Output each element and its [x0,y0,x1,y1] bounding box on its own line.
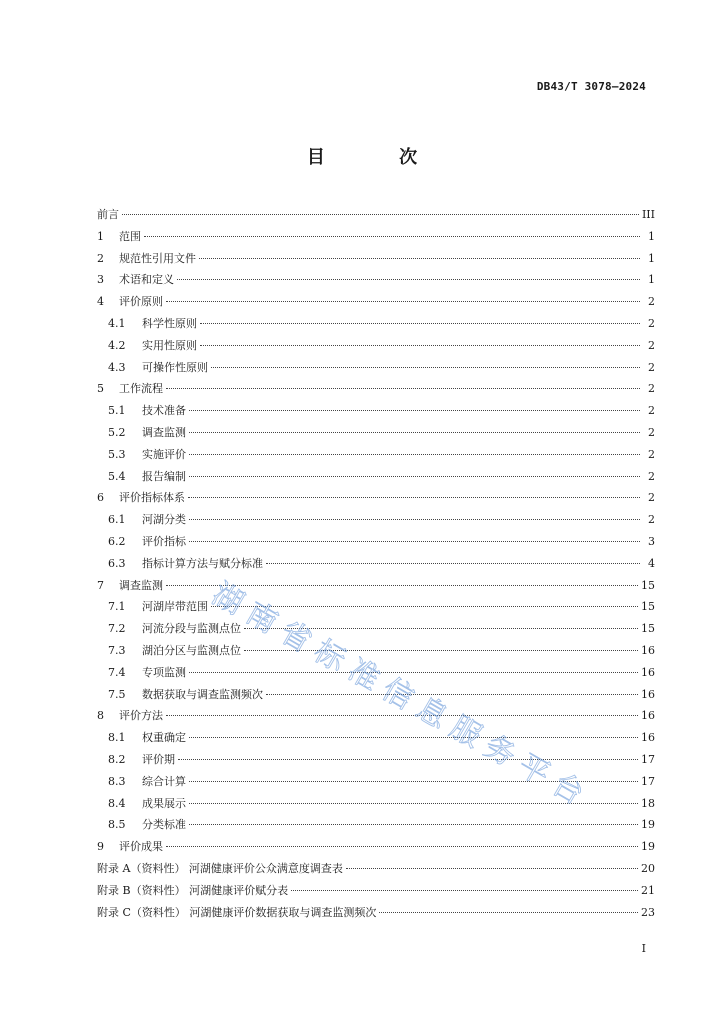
toc-entry[interactable] [97,291,655,313]
toc-entry[interactable] [97,684,655,706]
toc-entry-label: 数据获取与调查监测频次 [142,687,263,701]
toc-entry-page: 3 [648,534,655,548]
table-of-contents [97,204,655,923]
toc-entry[interactable] [97,902,655,924]
toc-leader-dots [211,606,638,607]
toc-entry-page: 21 [641,883,655,897]
watermark-glyph: 南 [240,595,284,641]
toc-entry-page: 17 [641,774,655,788]
toc-entry-page: 2 [648,513,655,527]
toc-leader-dots [189,454,640,455]
toc-entry-number: 6.2 [108,534,126,548]
toc-entry-number: 4.1 [108,316,126,330]
toc-entry-number: 7.2 [108,622,126,636]
toc-entry[interactable] [97,509,655,531]
toc-leader-dots [189,737,638,738]
toc-entry-page: 17 [641,752,655,766]
toc-entry-label: 报告编制 [142,469,186,483]
toc-entry-label: 范围 [119,229,141,243]
toc-entry[interactable] [97,422,655,444]
watermark-glyph: 准 [342,652,386,698]
toc-entry-label: 综合计算 [142,774,186,788]
toc-entry-number: 7.4 [108,665,126,679]
toc-entry-label: 河湖岸带范围 [142,600,208,614]
toc-entry-label: 调查监测 [119,578,163,592]
toc-entry-label: 成果展示 [142,796,186,810]
toc-entry-label: 调查监测 [142,425,186,439]
toc-entry[interactable] [97,204,655,226]
toc-leader-dots [122,214,639,215]
toc-entry-page: 20 [641,861,655,875]
toc-entry-page: 2 [648,425,655,439]
toc-leader-dots [266,563,640,564]
toc-entry-label: 术语和定义 [119,273,174,287]
toc-entry[interactable] [97,596,655,618]
toc-entry[interactable] [97,640,655,662]
toc-leader-dots [189,824,638,825]
toc-entry-page: 2 [648,360,655,374]
toc-entry-page: 1 [648,251,655,265]
watermark-glyph: 息 [410,690,454,736]
toc-entry[interactable] [97,618,655,640]
toc-entry[interactable] [97,248,655,270]
toc-leader-dots [189,672,638,673]
toc-leader-dots [177,279,640,280]
toc-entry-page: 16 [641,643,655,657]
toc-entry-label: 湖泊分区与监测点位 [142,643,241,657]
toc-leader-dots [199,258,640,259]
toc-entry-page: 2 [648,447,655,461]
toc-entry-label: 评价指标体系 [119,491,185,505]
toc-entry-number: 6 [97,491,104,505]
toc-entry[interactable] [97,858,655,880]
toc-entry-label: 分类标准 [142,818,186,832]
toc-leader-dots [189,803,638,804]
toc-entry-label: 实施评价 [142,447,186,461]
toc-entry-number: 6.1 [108,513,126,527]
toc-entry-number: 1 [97,229,104,243]
toc-leader-dots [200,345,640,346]
toc-leader-dots [189,541,640,542]
toc-entry-label: 河湖分类 [142,513,186,527]
standard-code: DB43/T 3078—2024 [536,80,646,93]
toc-entry-page: 1 [648,229,655,243]
toc-entry[interactable] [97,553,655,575]
toc-entry-label: 评价期 [142,752,175,766]
toc-entry[interactable] [97,836,655,858]
toc-entry[interactable] [97,444,655,466]
toc-entry-page: 15 [641,622,655,636]
toc-entry[interactable] [97,269,655,291]
toc-leader-dots [178,759,638,760]
toc-entry-label: 实用性原则 [142,338,197,352]
toc-entry-number: 8 [97,709,104,723]
toc-entry-label: 权重确定 [142,731,186,745]
toc-leader-dots [291,890,638,891]
toc-entry-page: III [641,208,655,221]
toc-leader-dots [166,585,638,586]
toc-entry[interactable] [97,662,655,684]
toc-entry-page: 2 [648,316,655,330]
toc-entry[interactable] [97,400,655,422]
toc-entry[interactable] [97,466,655,488]
toc-leader-dots [166,301,640,302]
toc-entry-label: 河流分段与监测点位 [142,622,241,636]
toc-entry-label: 前言 [97,208,119,221]
toc-entry-page: 23 [641,905,655,919]
toc-entry-page: 2 [648,338,655,352]
toc-entry-page: 18 [641,796,655,810]
toc-entry-label: 评价方法 [119,709,163,723]
toc-entry-label: 评价成果 [119,840,163,854]
toc-entry-page: 2 [648,491,655,505]
toc-entry-number: 4.2 [108,338,126,352]
toc-entry[interactable] [97,313,655,335]
watermark-glyph: 台 [546,766,590,812]
watermark-glyph: 平 [512,747,556,793]
toc-entry-page: 1 [648,273,655,287]
toc-entry[interactable] [97,575,655,597]
toc-entry-page: 16 [641,665,655,679]
watermark-glyph: 湖 [206,576,250,622]
watermark-glyph: 务 [478,728,522,774]
toc-entry-number: 7.3 [108,643,126,657]
toc-leader-dots [189,781,638,782]
toc-entry[interactable] [97,705,655,727]
toc-entry-page: 16 [641,731,655,745]
toc-entry-number: 7 [97,578,104,592]
toc-entry[interactable] [97,357,655,379]
toc-entry[interactable] [97,378,655,400]
toc-entry-page: 15 [641,600,655,614]
toc-leader-dots [189,519,640,520]
toc-entry-number: 8.4 [108,796,126,810]
toc-leader-dots [166,388,640,389]
toc-entry-page: 19 [641,818,655,832]
toc-entry-number: 2 [97,251,104,265]
toc-entry-page: 2 [648,382,655,396]
toc-entry-number: 8.1 [108,731,126,745]
watermark-glyph: 信 [376,671,420,717]
toc-entry-page: 2 [648,295,655,309]
toc-leader-dots [266,694,638,695]
toc-entry[interactable] [97,814,655,836]
page-number: I [641,942,646,955]
watermark-glyph: 服 [444,709,488,755]
toc-entry-number: 5.2 [108,425,126,439]
toc-entry-number: 8.5 [108,818,126,832]
toc-entry-page: 4 [648,556,655,570]
toc-leader-dots [244,628,638,629]
toc-leader-dots [200,323,640,324]
toc-entry[interactable] [97,226,655,248]
toc-entry-label: 附录 B（资料性） 河湖健康评价赋分表 [97,883,289,897]
toc-leader-dots [379,912,638,913]
toc-leader-dots [189,476,640,477]
toc-entry-number: 8.2 [108,752,126,766]
toc-entry[interactable] [97,531,655,553]
toc-entry-number: 5.1 [108,404,126,418]
toc-entry-label: 科学性原则 [142,316,197,330]
toc-entry-label: 工作流程 [119,382,163,396]
toc-entry-label: 附录 C（资料性） 河湖健康评价数据获取与调查监测频次 [97,905,377,919]
toc-entry-number: 4 [97,295,104,309]
toc-entry-page: 15 [641,578,655,592]
toc-entry-label: 评价原则 [119,295,163,309]
watermark-glyph: 标 [308,633,352,679]
toc-entry-label: 技术准备 [142,404,186,418]
toc-leader-dots [166,715,638,716]
watermark-glyph: 省 [274,614,318,660]
toc-leader-dots [211,367,640,368]
toc-entry-page: 16 [641,709,655,723]
toc-entry-label: 规范性引用文件 [119,251,196,265]
toc-leader-dots [189,410,640,411]
toc-entry[interactable] [97,771,655,793]
toc-entry[interactable] [97,880,655,902]
toc-entry-number: 4.3 [108,360,126,374]
toc-entry-number: 6.3 [108,556,126,570]
toc-entry-number: 5 [97,382,104,396]
toc-entry-number: 8.3 [108,774,126,788]
toc-entry-label: 可操作性原则 [142,360,208,374]
toc-entry-number: 5.3 [108,447,126,461]
toc-entry[interactable] [97,335,655,357]
toc-entry[interactable] [97,487,655,509]
toc-entry-number: 9 [97,840,104,854]
toc-entry-page: 2 [648,469,655,483]
toc-entry-label: 指标计算方法与赋分标准 [142,556,263,570]
toc-leader-dots [346,868,638,869]
toc-entry-label: 评价指标 [142,534,186,548]
toc-entry[interactable] [97,749,655,771]
toc-entry-label: 专项监测 [142,665,186,679]
toc-entry-number: 7.5 [108,687,126,701]
toc-leader-dots [244,650,638,651]
toc-entry-page: 19 [641,840,655,854]
toc-leader-dots [166,846,638,847]
page-title: 目 次 [306,147,452,168]
toc-entry-page: 16 [641,687,655,701]
toc-entry-number: 7.1 [108,600,126,614]
toc-entry-label: 附录 A（资料性） 河湖健康评价公众满意度调查表 [97,861,343,875]
toc-leader-dots [189,432,640,433]
toc-leader-dots [144,236,640,237]
toc-entry-number: 3 [97,273,104,287]
toc-entry[interactable] [97,727,655,749]
toc-leader-dots [188,497,640,498]
toc-entry-page: 2 [648,404,655,418]
toc-entry-number: 5.4 [108,469,126,483]
toc-entry[interactable] [97,793,655,815]
